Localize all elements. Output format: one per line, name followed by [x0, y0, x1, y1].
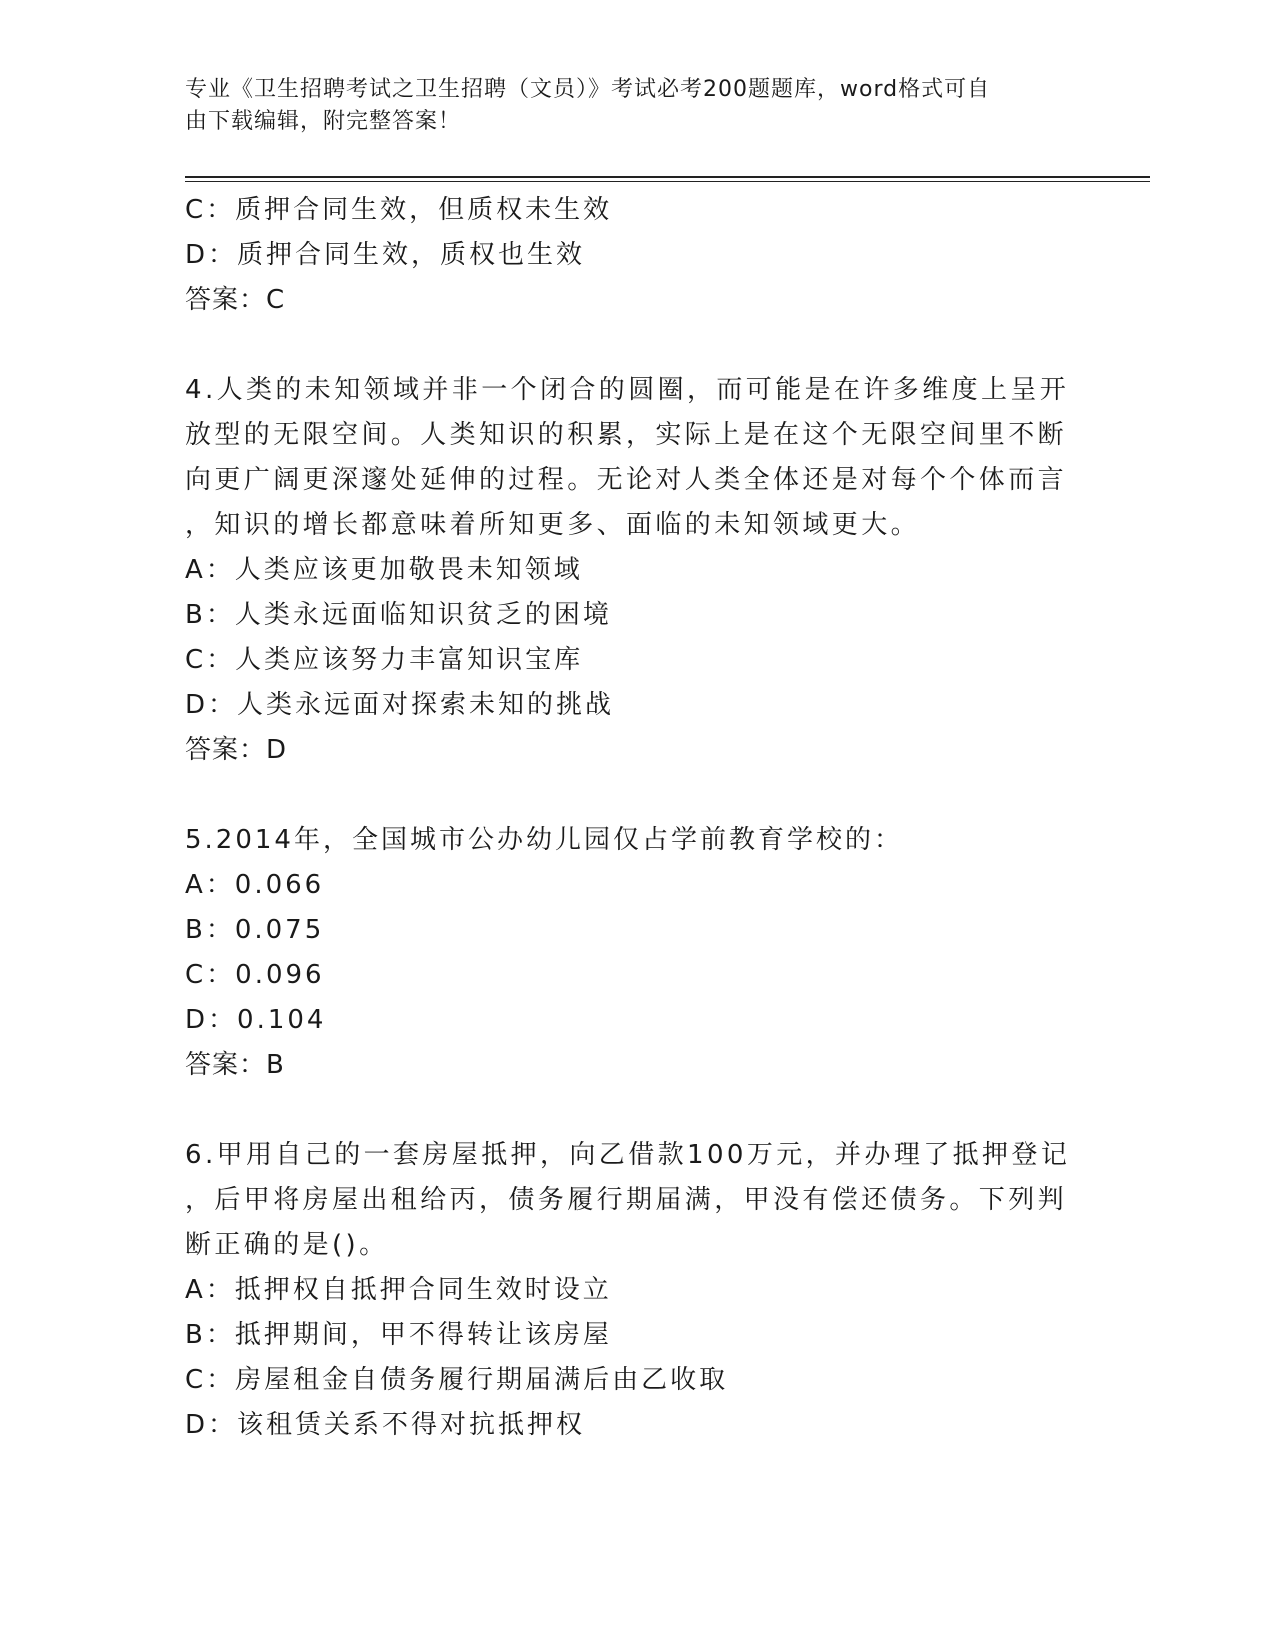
- header-line-2: 由下载编辑，附完整答案！: [185, 109, 462, 134]
- question-5: [185, 818, 1065, 1088]
- option-d: D：质押合同生效，质权也生效: [185, 240, 586, 270]
- spacer: [185, 323, 1065, 368]
- option-c: C：质押合同生效，但质权未生效: [185, 195, 613, 225]
- document-header: [185, 74, 1065, 138]
- question-4: [185, 368, 1070, 773]
- answer-line: 答案：C: [185, 285, 286, 315]
- stem-line: ，后甲将房屋出租给丙，债务履行期届满，甲没有偿还债务。下列判: [185, 1185, 1068, 1215]
- option-d: D：该租赁关系不得对抗抵押权: [185, 1410, 586, 1440]
- stem-line: 向更广阔更深邃处延伸的过程。无论对人类全体还是对每个个体而言: [185, 465, 1068, 495]
- question-stem: [185, 368, 1070, 548]
- option-b: B：抵押期间，甲不得转让该房屋: [185, 1320, 612, 1350]
- option-b: B：人类永远面临知识贫乏的困境: [185, 600, 612, 630]
- spacer: [185, 1088, 1065, 1133]
- header-divider-thin: [185, 181, 1150, 182]
- stem-line: ，知识的增长都意味着所知更多、面临的未知领域更大。: [185, 510, 921, 540]
- option-c: C：人类应该努力丰富知识宝库: [185, 645, 584, 675]
- option-b: B：0.075: [185, 915, 325, 945]
- stem-line: 4.人类的未知领域并非一个闭合的圆圈，而可能是在许多维度上呈开: [185, 375, 1070, 405]
- option-a: A：人类应该更加敬畏未知领域: [185, 555, 583, 585]
- stem-line: 放型的无限空间。人类知识的积累，实际上是在这个无限空间里不断: [185, 420, 1068, 450]
- stem-line: 断正确的是()。: [185, 1230, 389, 1260]
- header-line-1: 专业《卫生招聘考试之卫生招聘（文员）》考试必考200题题库，word格式可自: [185, 77, 991, 102]
- option-d: D：人类永远面对探索未知的挑战: [185, 690, 615, 720]
- option-a: A：0.066: [185, 870, 325, 900]
- spacer: [185, 773, 1065, 818]
- option-a: A：抵押权自抵押合同生效时设立: [185, 1275, 612, 1305]
- question-content: [185, 188, 1071, 1448]
- option-c: C：0.096: [185, 960, 325, 990]
- answer-line: 答案：B: [185, 1050, 285, 1080]
- option-c: C：房屋租金自债务履行期届满后由乙收取: [185, 1365, 729, 1395]
- question-3-tail: [185, 188, 1065, 323]
- header-divider-thick: [185, 176, 1150, 178]
- question-stem: 5.2014年，全国城市公办幼儿园仅占学前教育学校的：: [185, 825, 903, 855]
- question-stem: [185, 1133, 1071, 1268]
- question-6: [185, 1133, 1071, 1448]
- answer-line: 答案：D: [185, 735, 288, 765]
- stem-line: 6.甲用自己的一套房屋抵押，向乙借款100万元，并办理了抵押登记: [185, 1140, 1071, 1170]
- option-d: D：0.104: [185, 1005, 327, 1035]
